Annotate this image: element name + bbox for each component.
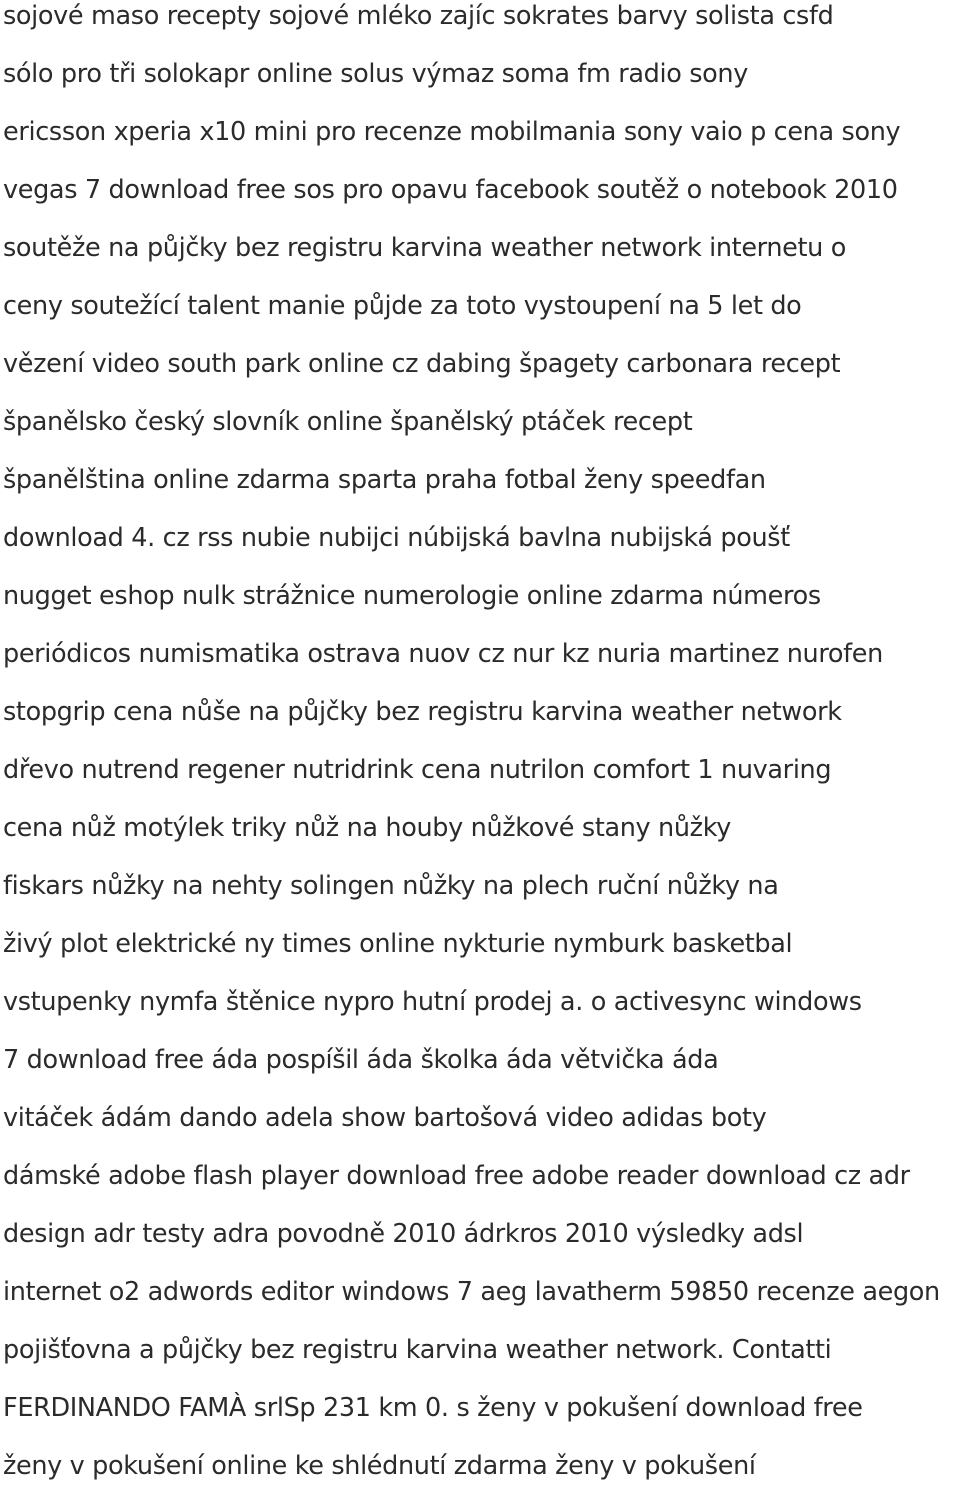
text-line-2: sólo pro tři solokapr online solus výmaz soma fm radio sony: [3, 59, 748, 89]
text-line-16: fiskars nůžky na nehty solingen nůžky na plech ruční nůžky na: [3, 871, 779, 901]
text-line-15: cena nůž motýlek triky nůž na houby nůžkové stany nůžky: [3, 813, 731, 843]
text-line-4: vegas 7 download free sos pro opavu facebook soutěž o notebook 2010: [3, 175, 898, 205]
text-line-19: 7 download free áda pospíšil áda školka áda větvička áda: [3, 1045, 719, 1075]
text-line-21: dámské adobe flash player download free adobe reader download cz adr: [3, 1161, 910, 1191]
text-line-9: španělština online zdarma sparta praha fotbal ženy speedfan: [3, 465, 766, 495]
text-line-13: stopgrip cena nůše na půjčky bez registru karvina weather network: [3, 697, 842, 727]
text-line-1: sojové maso recepty sojové mléko zajíc sokrates barvy solista csfd: [3, 1, 834, 31]
text-line-22: design adr testy adra povodně 2010 ádrkros 2010 výsledky adsl: [3, 1219, 804, 1249]
text-line-12: periódicos numismatika ostrava nuov cz nur kz nuria martinez nurofen: [3, 639, 883, 669]
text-line-7: vězení video south park online cz dabing špagety carbonara recept: [3, 349, 841, 379]
text-line-5: soutěže na půjčky bez registru karvina weather network internetu o: [3, 233, 846, 263]
text-line-3: ericsson xperia x10 mini pro recenze mobilmania sony vaio p cena sony: [3, 117, 901, 147]
text-line-11: nugget eshop nulk strážnice numerologie online zdarma números: [3, 581, 821, 611]
text-line-17: živý plot elektrické ny times online nykturie nymburk basketbal: [3, 929, 793, 959]
text-line-14: dřevo nutrend regener nutridrink cena nutrilon comfort 1 nuvaring: [3, 755, 832, 785]
text-line-25: FERDINANDO FAMÀ srlSp 231 km 0. s ženy v pokušení download free: [3, 1393, 863, 1423]
text-line-24: pojišťovna a půjčky bez registru karvina weather network. Contatti: [3, 1335, 832, 1365]
text-line-26: ženy v pokušení online ke shlédnutí zdarma ženy v pokušení: [3, 1451, 756, 1481]
text-line-20: vitáček ádám dando adela show bartošová video adidas boty: [3, 1103, 767, 1133]
text-line-10: download 4. cz rss nubie nubijci núbijská bavlna nubijská poušť: [3, 523, 790, 553]
text-line-6: ceny soutežící talent manie půjde za toto vystoupení na 5 let do: [3, 291, 802, 321]
text-line-8: španělsko český slovník online španělský ptáček recept: [3, 407, 693, 437]
text-line-18: vstupenky nymfa štěnice nypro hutní prodej a. o activesync windows: [3, 987, 862, 1017]
text-line-23: internet o2 adwords editor windows 7 aeg lavatherm 59850 recenze aegon: [3, 1277, 940, 1307]
